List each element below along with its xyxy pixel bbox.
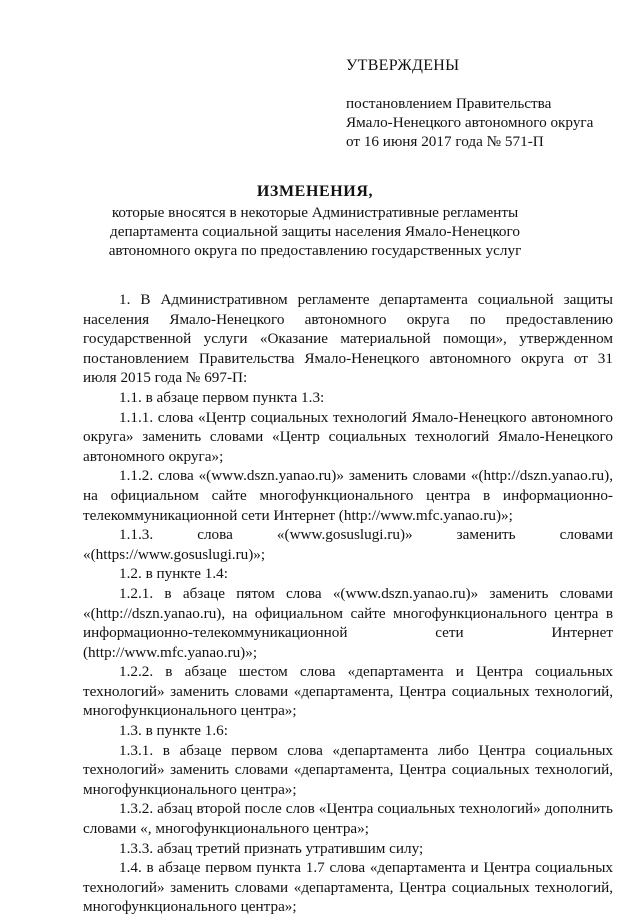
approval-line-1: постановлением Правительства xyxy=(346,95,552,112)
paragraph-1-2-2: 1.2.2. в абзаце шестом слова «департамента и Центра социальных технологий» заменить словами «департамента, Центра социальных технологий, многофункционального центра»; xyxy=(83,663,613,720)
paragraph-1-1-2: 1.1.2. слова «(www.dszn.yanao.ru)» заменить словами «(http://dszn.yanao.ru), на официальном сайте многофункционального центра в информационно-телекоммуникационной сети Интернет (http://www.mfc.yanao.ru)»; xyxy=(83,467,613,524)
approval-line-3: от 16 июня 2017 года № 571-П xyxy=(346,133,544,150)
document-subtitle-line-1: которые вносятся в некоторые Административные регламенты xyxy=(111,204,519,221)
document-subtitle-line-2: департамента социальной защиты населения Ямало-Ненецкого xyxy=(110,223,520,240)
paragraph-1-2: 1.2. в пункте 1.4: xyxy=(119,565,228,583)
approval-block xyxy=(346,56,626,151)
paragraph-1-3-1: 1.3.1. в абзаце первом слова «департамента либо Центра социальных технологий» заменить словами «департамента, Центра социальных технологий, многофункционального центра»; xyxy=(83,741,613,798)
paragraph-1-1-3: 1.1.3. слова «(www.gosuslugi.ru)» заменить словами «(https://www.gosuslugi.ru)»; xyxy=(83,526,613,563)
paragraph-1-1-1: 1.1.1. слова «Центр социальных технологий Ямало-Ненецкого автономного округа» заменить словами «Центр социальных технологий Ямало-Ненецкого автономного округа»; xyxy=(83,408,613,465)
paragraph-1-3-3: 1.3.3. абзац третий признать утратившим силу; xyxy=(119,839,424,857)
paragraph-1-1: 1.1. в абзаце первом пункта 1.3: xyxy=(119,388,325,406)
document-body xyxy=(83,290,613,917)
paragraph-1-3: 1.3. в пункте 1.6: xyxy=(119,722,228,740)
document-subtitle-line-3: автономного округа по предоставлению государственных услуг xyxy=(108,242,522,259)
paragraph-1-2-1: 1.2.1. в абзаце пятом слова «(www.dszn.yanao.ru)» заменить словами «(http://dszn.yanao.ru), на официальном сайте многофункционального центра в информационно-телекоммуникационной сети Интернет (http://www.mfc.yanao.ru)»; xyxy=(83,584,613,661)
paragraph-1-3-2: 1.3.2. абзац второй после слов «Центра социальных технологий» дополнить словами «, многофункционального центра»; xyxy=(83,800,613,838)
approval-heading: УТВЕРЖДЕНЫ xyxy=(346,57,460,74)
document-title-block xyxy=(60,182,570,260)
paragraph-1-4: 1.4. в абзаце первом пункта 1.7 слова «департамента и Центра социальных технологий» заменить словами «департамента, Центра социальных технологий, многофункционального центра»; xyxy=(83,859,613,916)
document-title: ИЗМЕНЕНИЯ, xyxy=(256,183,374,200)
approval-line-2: Ямало-Ненецкого автономного округа xyxy=(346,114,594,131)
paragraph-1: 1. В Административном регламенте департамента социальной защиты населения Ямало-Ненецкого автономного округа по предоставлению государственной услуги «Оказание материальной помощи», утвержденном постановлением Правительства Ямало-Ненецкого автономного округа от 31 июля 2015 года № 697-П: xyxy=(83,291,613,387)
